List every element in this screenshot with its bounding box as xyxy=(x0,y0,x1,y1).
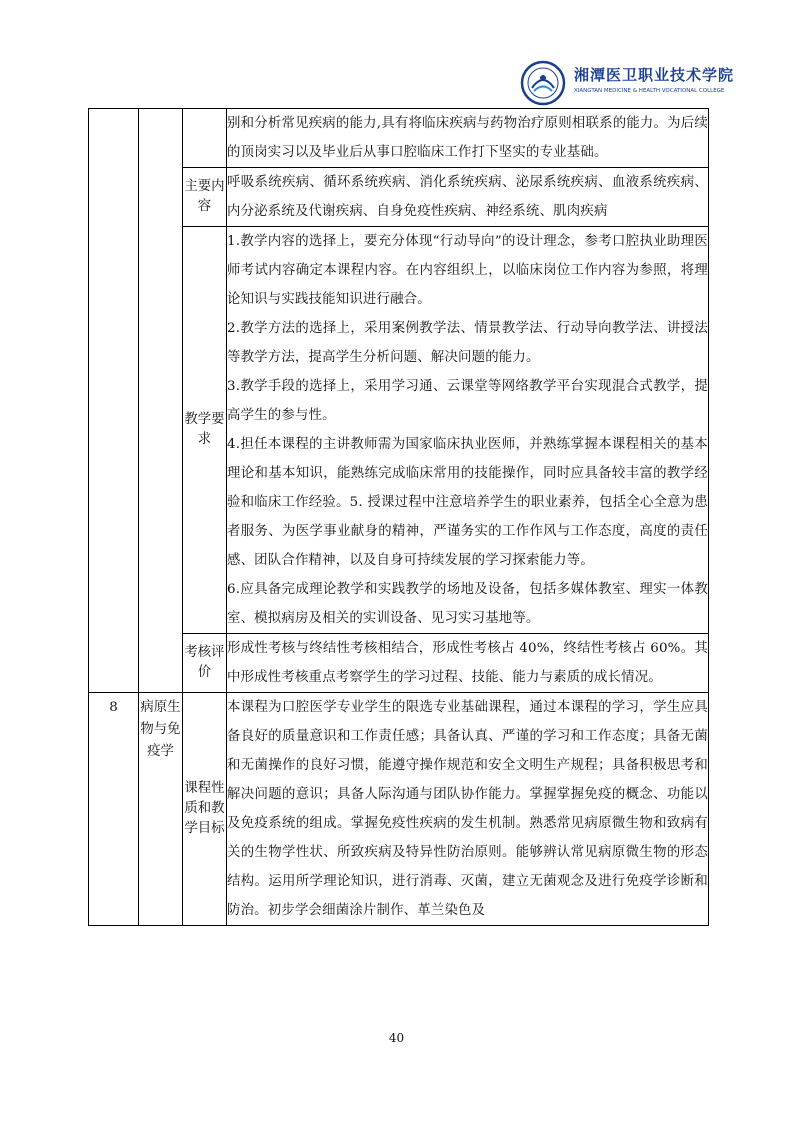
goal-label: 课程性质和教学目标 xyxy=(183,693,227,926)
empty-label-cell xyxy=(183,109,227,168)
content-label: 主要内容 xyxy=(183,168,227,227)
college-emblem-icon xyxy=(520,60,566,106)
empty-name-cell xyxy=(139,109,183,693)
goal-continued-cell xyxy=(227,109,709,168)
course-name: 病原生物与免疫学 xyxy=(139,693,183,926)
logo-name-cn: 湘潭医卫职业技术学院 xyxy=(574,66,735,84)
requirement-item: 4.担任本课程的主讲教师需为国家临床执业医师，并熟练掌握本课程相关的基本理论和基本知识，能熟练完成临床常用的技能操作，同时应具备较丰富的教学经验和临床工作经验。5. 授课过程中注意培养学生的职业素养，包括全心全意为患者服务、为医学事业献身的精神，严谨务实的工作作风与工作态度，高度的责任感、团队合作精神，以及自身可持续发展的学习探索能力等。 xyxy=(227,437,708,568)
requirements-label: 教学要求 xyxy=(183,227,227,634)
goal-continued-text: 别和分析常见疾病的能力,具有将临床疾病与药物治疗原则相联系的能力。为后续的顶岗实习以及毕业后从事口腔临床工作打下坚实的专业基础。 xyxy=(227,116,708,160)
page-number: 40 xyxy=(388,1031,405,1045)
empty-number-cell xyxy=(89,109,139,693)
requirements-cell xyxy=(227,227,709,634)
requirement-item: 2.教学方法的选择上，采用案例教学法、情景教学法、行动导向教学法、讲授法等教学方法，提高学生分析问题、解决问题的能力。 xyxy=(227,321,708,365)
college-logo xyxy=(520,60,735,106)
evaluation-label: 考核评价 xyxy=(183,634,227,693)
course-table xyxy=(88,108,709,926)
requirement-item: 1.教学内容的选择上，要充分体现“行动导向”的设计理念，参考口腔执业助理医师考试内容确定本课程内容。在内容组织上，以临床岗位工作内容为参照，将理论知识与实践技能知识进行融合。 xyxy=(227,234,708,307)
course-number: 8 xyxy=(89,693,139,926)
evaluation-text: 形成性考核与终结性考核相结合，形成性考核占 40%，终结性考核占 60%。其中形成性考核重点考察学生的学习过程、技能、能力与素质的成长情况。 xyxy=(227,641,708,685)
requirement-item: 6.应具备完成理论教学和实践教学的场地及设备，包括多媒体教室、理实一体教室、模拟病房及相关的实训设备、见习实习基地等。 xyxy=(227,582,708,626)
table-row xyxy=(89,109,709,168)
evaluation-cell xyxy=(227,634,709,693)
goal-cell xyxy=(227,693,709,926)
table-row xyxy=(89,693,709,926)
requirement-item: 3.教学手段的选择上，采用学习通、云课堂等网络教学平台实现混合式教学，提高学生的参与性。 xyxy=(227,379,708,423)
content-text: 呼吸系统疾病、循环系统疾病、消化系统疾病、泌尿系统疾病、血液系统疾病、内分泌系统及代谢疾病、自身免疫性疾病、神经系统、肌肉疾病 xyxy=(227,175,708,219)
logo-name-en: XIANGTAN MEDICINE & HEALTH VOCATIONAL COLLEGE xyxy=(574,88,725,94)
goal-text: 本课程为口腔医学专业学生的限选专业基础课程，通过本课程的学习，学生应具备良好的质量意识和工作责任感；具备认真、严谨的学习和工作态度；具备无菌和无菌操作的良好习惯，能遵守操作规范和安全文明生产规程；具备积极思考和解决问题的意识；具备人际沟通与团队协作能力。掌握掌握免疫的概念、功能以及免疫系统的组成。掌握免疫性疾病的发生机制。熟悉常见病原微生物和致病有关的生物学性状、所致疾病及特异性防治原则。能够辨认常见病原微生物的形态结构。运用所学理论知识，进行消毒、灭菌，建立无菌观念及进行免疫学诊断和防治。初步学会细菌涂片制作、革兰染色及 xyxy=(227,700,708,918)
content-cell xyxy=(227,168,709,227)
